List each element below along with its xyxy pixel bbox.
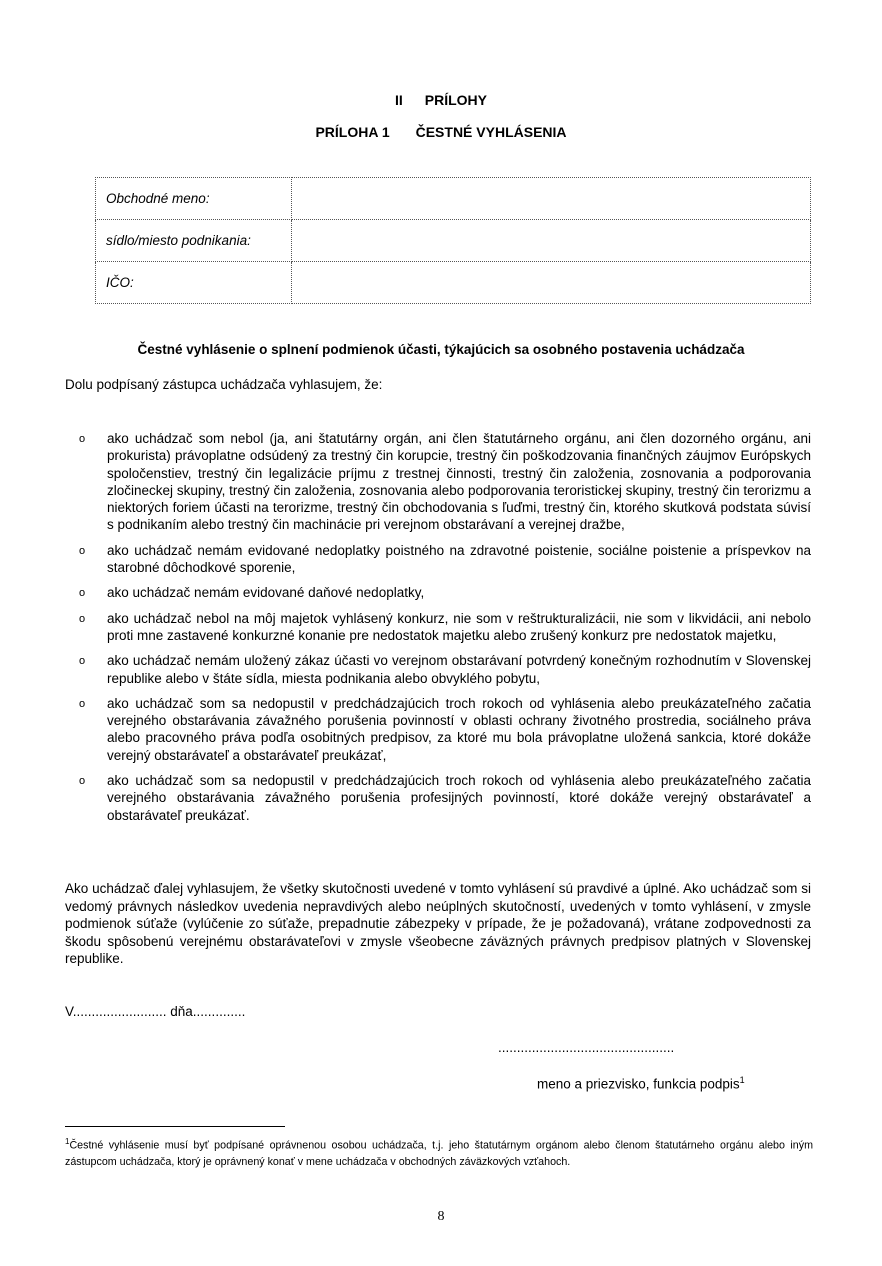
footnote: [65, 1134, 813, 1170]
bullet-icon: o: [79, 587, 86, 600]
signature-label: [537, 1075, 745, 1092]
list-item-text: ako uchádzač som sa nedopustil v predchádzajúcich troch rokoch od vyhlásenia alebo preukázateľného začatia verejného obstarávania závažného porušenia povinností v oblasti ochrany životného prostredia, sociálneho práva alebo pracovného práva podľa osobitných predpisov, za ktoré mu bola právoplatne uložená sankcia, ktoré dokáže verejný obstarávateľ a obstarávateľ preukázať,: [107, 695, 811, 763]
signature-line: ...............................................: [498, 1040, 675, 1055]
annex-number: PRÍLOHA 1: [315, 124, 390, 140]
bullet-icon: o: [79, 433, 86, 445]
address-field[interactable]: [292, 220, 811, 262]
ico-label: IČO:: [96, 262, 292, 304]
place-date-line: V......................... dňa..............: [65, 1004, 246, 1019]
applicant-info-table: [95, 177, 811, 304]
list-item: [65, 430, 811, 534]
footnote-mark: 1: [65, 1137, 70, 1146]
list-item-text: ako uchádzač nemám evidované daňové nedoplatky,: [107, 585, 425, 601]
signature-label-text: meno a priezvisko, funkcia podpis: [537, 1076, 740, 1092]
bullet-icon: o: [79, 775, 86, 788]
list-item-text: ako uchádzač nemám evidované nedoplatky poistného na zdravotné poistenie, sociálne poistenie a príspevkov na starobné dôchodkové sporenie,: [107, 542, 811, 576]
list-item: [65, 610, 811, 645]
annex-heading: [0, 124, 882, 140]
declaration-list: [65, 430, 811, 832]
table-row: [96, 220, 811, 262]
bullet-icon: o: [79, 612, 86, 625]
page-number: 8: [437, 1209, 445, 1224]
list-item: [65, 695, 811, 764]
annex-title: ČESTNÉ VYHLÁSENIA: [415, 124, 567, 140]
section-title: PRÍLOHY: [424, 92, 487, 108]
bullet-icon: o: [79, 544, 86, 557]
footnote-divider: [65, 1126, 285, 1127]
list-item: [65, 542, 811, 577]
bullet-icon: o: [79, 655, 86, 668]
list-item-text: ako uchádzač som nebol (ja, ani štatutárny orgán, ani člen štatutárneho orgánu, ani člen dozorného orgánu, ani prokurista) právoplatne odsúdený za trestný čin korupcie, trestný čin poškodzovania finančných záujmov Európskych spoločenstiev, trestný čin legalizácie príjmu z trestnej činnosti, trestný čin založenia, zosnovania a podporovania zločineckej skupiny, trestný čin založenia, zosnovania alebo podporovania teroristickej skupiny, trestný čin terorizmu a niektorých foriem účasti na terorizme, trestný čin obchodovania s ľuďmi, trestný čin, ktorého skutková podstata súvisí s podnikaním alebo trestný čin machinácie pri verejnom obstarávaní a verejnej dražbe,: [107, 431, 811, 533]
section-number: II: [394, 92, 403, 108]
ico-field[interactable]: [292, 262, 811, 304]
list-item-text: ako uchádzač nebol na môj majetok vyhlásený konkurz, nie som v reštrukturalizácii, nie som v likvidácii, ani nebolo proti mne zastavené konkurzné konanie pre nedostatok majetku alebo zrušený konkurz pre nedostatok majetku,: [107, 610, 811, 643]
list-item-text: ako uchádzač som sa nedopustil v predchádzajúcich troch rokoch od vyhlásenia alebo preukázateľného začatia verejného obstarávania závažného porušenia profesijných povinností, ktoré dokáže verejný obstarávateľ a obstarávateľ preukázať.: [107, 773, 811, 823]
list-item: [65, 772, 811, 824]
list-item: [65, 652, 811, 687]
bullet-icon: o: [79, 697, 86, 710]
business-name-field[interactable]: [292, 178, 811, 220]
list-item-text: ako uchádzač nemám uložený zákaz účasti vo verejnom obstarávaní potvrdený konečným rozhodnutím v Slovenskej republike alebo v štáte sídla, miesta podnikania alebo obvyklého pobytu,: [107, 653, 811, 686]
table-row: [96, 262, 811, 304]
business-name-label: Obchodné meno:: [96, 178, 292, 220]
declaration-title: Čestné vyhlásenie o splnení podmienok účasti, týkajúcich sa osobného postavenia uchádzača: [137, 342, 745, 357]
footnote-text: Čestné vyhlásenie musí byť podpísané oprávnenou osobou uchádzača, t.j. jeho štatutárnym orgánom alebo členom štatutárneho orgánu alebo iným zástupcom uchádzača, ktorý je oprávnený konať v mene uchádzača v obchodných záväzkových vzťahoch.: [65, 1139, 813, 1168]
section-heading: [0, 92, 882, 108]
footnote-reference[interactable]: 1: [739, 1075, 745, 1085]
intro-text: Dolu podpísaný zástupca uchádzača vyhlasujem, že:: [65, 377, 383, 392]
table-row: [96, 178, 811, 220]
closing-paragraph: Ako uchádzač ďalej vyhlasujem, že všetky skutočnosti uvedené v tomto vyhlásení sú pravdivé a úplné. Ako uchádzač som si vedomý právnych následkov uvedenia nepravdivých alebo neúplných skutočností, uvedených v tomto vyhlásení, v zmysle podmienok súťaže (vylúčenie zo súťaže, prepadnutie zábezpeky v prípade, že je požadovaná), vrátane zodpovednosti za škodu spôsobenú verejnému obstarávateľovi v zmysle všeobecne záväzných právnych predpisov platných v Slovenskej republike.: [65, 881, 811, 966]
address-label: sídlo/miesto podnikania:: [96, 220, 292, 262]
list-item: [65, 584, 811, 601]
